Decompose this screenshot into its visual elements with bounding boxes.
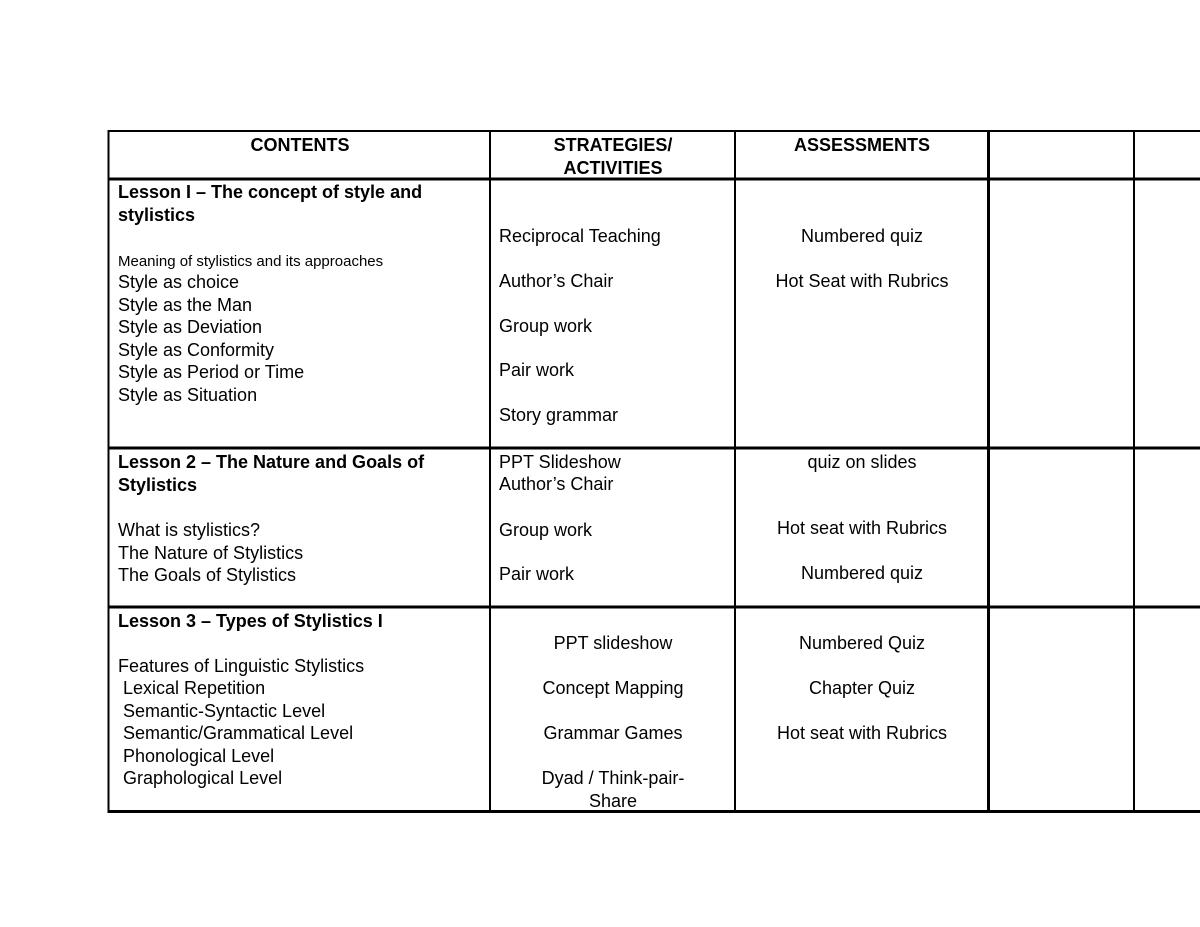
lesson1-topic: Style as Period or Time: [118, 362, 305, 382]
lesson1-strategy: Group work: [499, 316, 593, 336]
lesson2-strategy: PPT Slideshow: [499, 452, 621, 472]
lesson1-topic: Style as Conformity: [118, 339, 275, 360]
lesson1-subtitle: Meaning of stylistics and its approaches: [118, 253, 384, 270]
header-contents: CONTENTS: [250, 135, 350, 155]
lesson1-title-line2: stylistics: [118, 204, 196, 225]
lesson2-strategy: Pair work: [499, 564, 575, 584]
header-strategies-line2: ACTIVITIES: [563, 157, 663, 178]
lesson3-topic: Lexical Repetition: [123, 678, 266, 698]
lesson3-assessment: Numbered Quiz: [798, 633, 926, 653]
lesson1-assessment: Numbered quiz: [800, 226, 924, 246]
lesson2-contents: [118, 451, 488, 587]
lesson1-topic: Style as the Man: [118, 294, 253, 315]
lesson1-strategy: Author’s Chair: [499, 271, 614, 291]
lesson1-strategy: Pair work: [499, 360, 575, 380]
lesson1-topic: Style as choice: [118, 272, 240, 292]
lesson3-assessment: Hot seat with Rubrics: [776, 723, 948, 743]
lesson3-topic: Graphological Level: [123, 768, 283, 788]
lesson2-strategy: Author’s Chair: [499, 474, 614, 494]
lesson3-contents: [118, 610, 488, 790]
lesson2-topic: What is stylistics?: [118, 520, 261, 540]
lesson3-assessment: Chapter Quiz: [808, 678, 916, 698]
lesson2-topic: The Nature of Stylistics: [118, 542, 304, 563]
lesson3-subtitle: Features of Linguistic Stylistics: [118, 655, 365, 676]
lesson2-title-line1: Lesson 2 – The Nature and Goals of: [118, 452, 425, 472]
lesson3-strategy: Concept Mapping: [542, 678, 684, 698]
lesson1-title-line1: Lesson I – The concept of style and: [118, 182, 423, 202]
lesson1-assessment: Hot Seat with Rubrics: [775, 271, 949, 291]
lesson1-strategy: Reciprocal Teaching: [499, 226, 661, 246]
header-strategies: [491, 134, 735, 179]
lesson2-assessment: Hot seat with Rubrics: [776, 518, 948, 538]
lesson1-contents: [118, 181, 488, 406]
lesson1-topic: Style as Situation: [118, 384, 258, 405]
lesson2-assessment: Numbered quiz: [800, 563, 924, 583]
lesson3-title: Lesson 3 – Types of Stylistics I: [118, 611, 383, 631]
lesson2-title-line2: Stylistics: [118, 474, 198, 495]
header-strategies-line1: STRATEGIES/: [553, 135, 673, 155]
lesson1-topic: Style as Deviation: [118, 317, 263, 337]
lesson3-strategy: Grammar Games: [543, 723, 683, 743]
lesson2-strategy: Group work: [499, 520, 593, 540]
lesson1-strategy: Story grammar: [499, 405, 619, 425]
lesson2-assessment: quiz on slides: [807, 452, 917, 472]
lesson3-strategy: PPT slideshow: [553, 633, 673, 653]
header-assessments: ASSESSMENTS: [793, 135, 931, 155]
lesson3-topic: Phonological Level: [123, 745, 275, 766]
lesson3-topic: Semantic/Grammatical Level: [123, 723, 354, 743]
lesson2-topic: The Goals of Stylistics: [118, 565, 297, 585]
lesson3-strategy: Dyad / Think-pair- Share: [541, 768, 685, 811]
lesson3-topic: Semantic-Syntactic Level: [123, 700, 326, 721]
